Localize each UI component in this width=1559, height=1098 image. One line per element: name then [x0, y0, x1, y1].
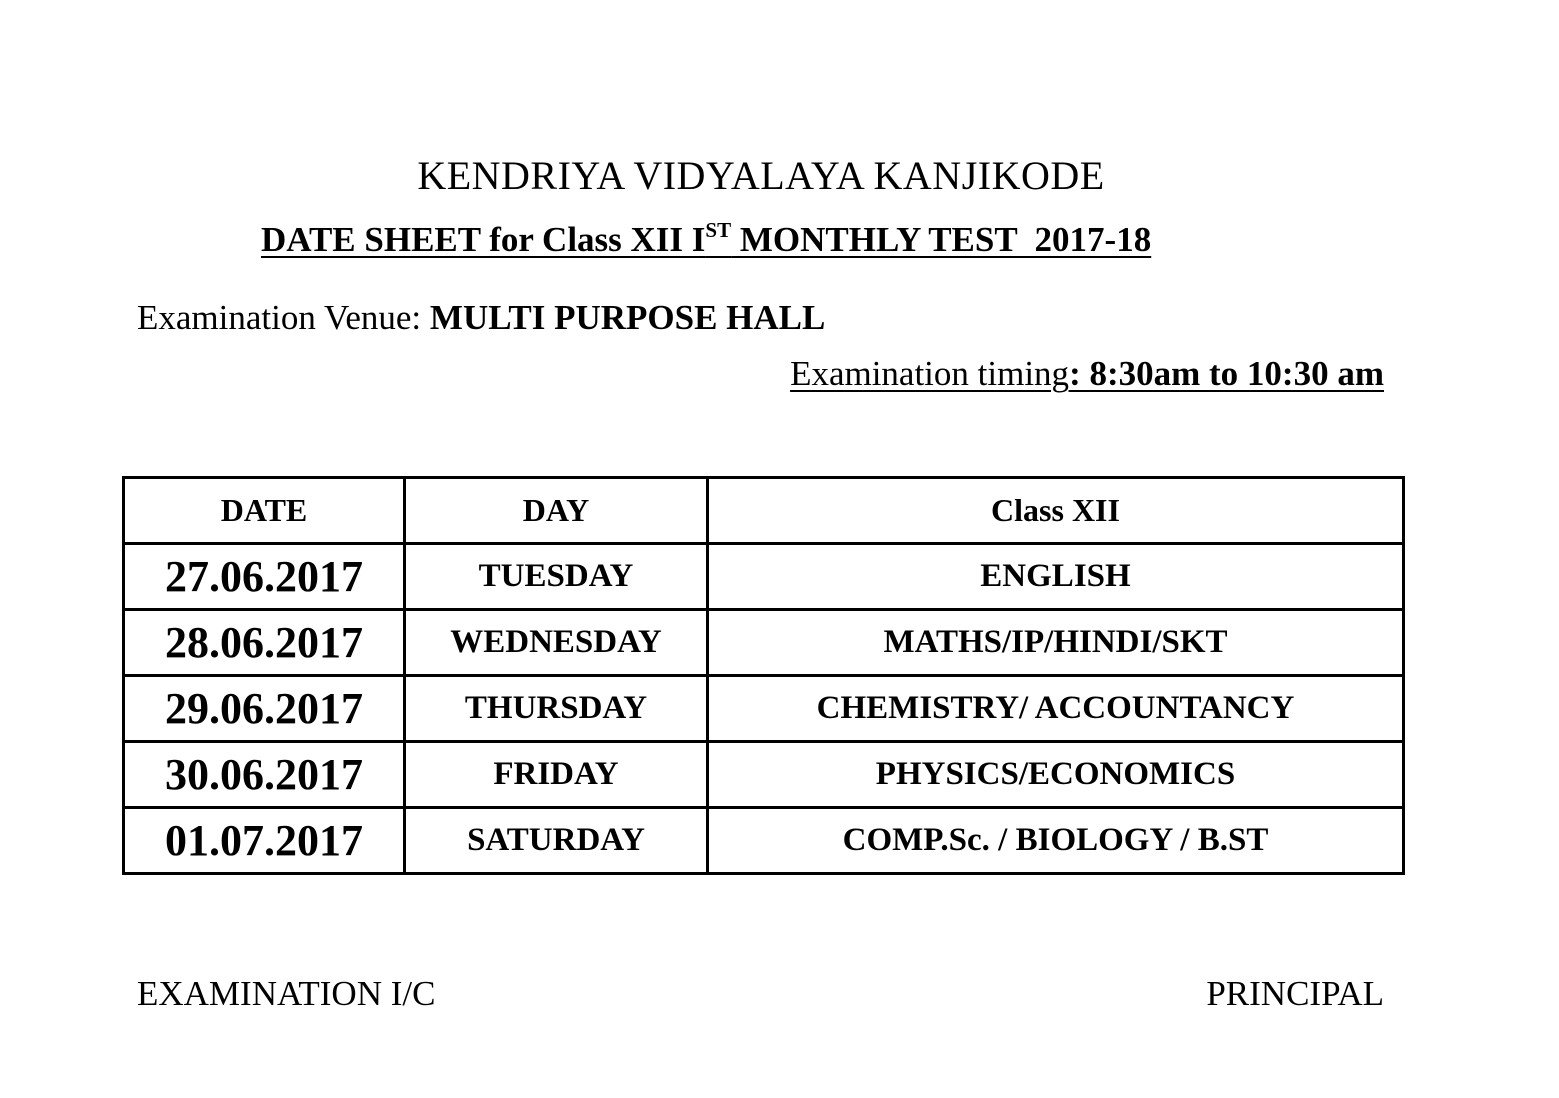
column-header-day: DAY	[405, 478, 708, 544]
table-row	[124, 544, 1404, 610]
title-suffix: MONTHLY TEST 2017-18	[731, 220, 1152, 259]
examination-timing	[790, 354, 1384, 394]
column-header-class: Class XII	[708, 478, 1404, 544]
venue-value: MULTI PURPOSE HALL	[429, 298, 826, 337]
venue-label: Examination Venue:	[137, 298, 430, 337]
date-sheet-title	[261, 220, 1151, 260]
table-row	[124, 610, 1404, 676]
subject-cell: PHYSICS/ECONOMICS	[708, 742, 1404, 808]
date-cell: 29.06.2017	[124, 676, 405, 742]
table-row	[124, 742, 1404, 808]
subject-cell: MATHS/IP/HINDI/SKT	[708, 610, 1404, 676]
examination-venue	[137, 298, 825, 338]
day-cell: TUESDAY	[405, 544, 708, 610]
date-cell: 27.06.2017	[124, 544, 405, 610]
timing-value: : 8:30am to 10:30 am	[1069, 354, 1384, 393]
date-cell: 01.07.2017	[124, 808, 405, 874]
subject-cell: COMP.Sc. / BIOLOGY / B.ST	[708, 808, 1404, 874]
day-cell: THURSDAY	[405, 676, 708, 742]
examination-incharge-signatory: EXAMINATION I/C	[137, 974, 436, 1013]
title-prefix: DATE SHEET for Class XII I	[261, 220, 706, 259]
timing-label: Examination timing	[790, 354, 1070, 393]
day-cell: WEDNESDAY	[405, 610, 708, 676]
day-cell: FRIDAY	[405, 742, 708, 808]
table-header-row	[124, 478, 1404, 544]
date-cell: 28.06.2017	[124, 610, 405, 676]
principal-signatory: PRINCIPAL	[1206, 974, 1384, 1013]
exam-schedule-table	[122, 476, 1405, 875]
title-superscript: ST	[705, 218, 732, 242]
table-row	[124, 808, 1404, 874]
subject-cell: CHEMISTRY/ ACCOUNTANCY	[708, 676, 1404, 742]
table-row	[124, 676, 1404, 742]
date-cell: 30.06.2017	[124, 742, 405, 808]
school-name: KENDRIYA VIDYALAYA KANJIKODE	[417, 153, 1105, 198]
column-header-date: DATE	[124, 478, 405, 544]
subject-cell: ENGLISH	[708, 544, 1404, 610]
day-cell: SATURDAY	[405, 808, 708, 874]
